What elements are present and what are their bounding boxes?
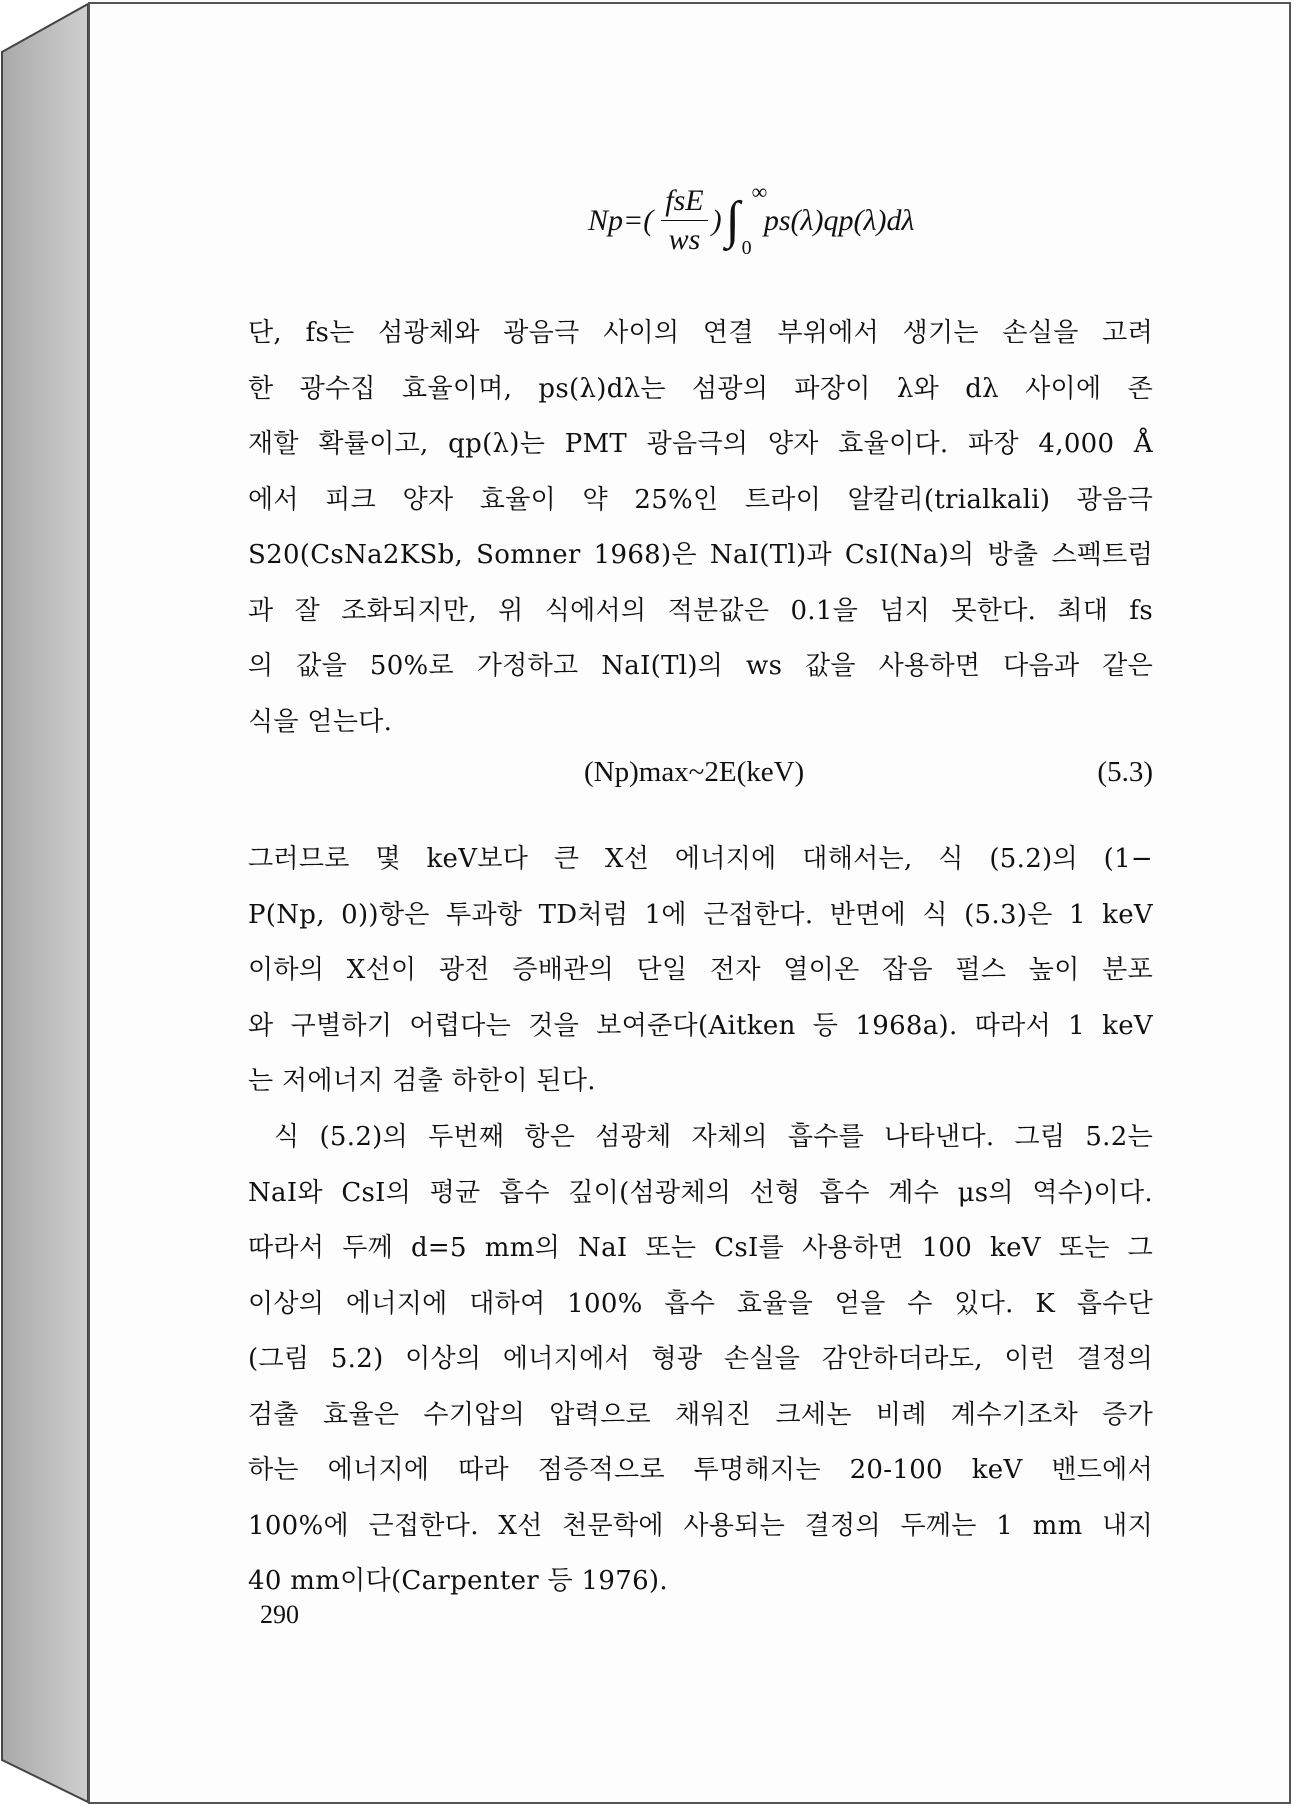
text-line: 이하의 X선이 광전 증배관의 단일 전자 열이온 잡음 펄스 높이 분포	[248, 955, 1153, 985]
eq-lhs: Np=(	[588, 203, 654, 237]
book-page	[88, 2, 1291, 1804]
text-line: 식을 얻는다.	[248, 706, 393, 737]
text-line: 식 (5.2)의 두번째 항은 섬광체 자체의 흡수를 나타낸다. 그림 5.2는	[274, 1122, 1153, 1152]
text-line: 재할 확률이고, qp(λ)는 PMT 광음극의 양자 효율이다. 파장 4,000 Å	[248, 429, 1153, 459]
text-line: 하는 에너지에 따라 점증적으로 투명해지는 20-100 keV 밴드에서	[248, 1455, 1153, 1485]
eq-close-paren: )	[711, 203, 722, 237]
integral-upper-limit: ∞	[751, 179, 768, 204]
eq-expression: (Np)max~2E(keV)	[584, 756, 805, 788]
equation-5-3	[248, 756, 1153, 796]
eq-frac-numerator: fsE	[661, 184, 707, 221]
eq-number: (5.3)	[1097, 756, 1153, 788]
page-number: 290	[260, 1600, 299, 1629]
paragraph-2	[248, 832, 1153, 1110]
text-line: 는 저에너지 검출 하한이 된다.	[248, 1066, 596, 1096]
text-line: 40 mm이다(Carpenter 등 1976).	[248, 1566, 668, 1596]
book-spine	[0, 0, 92, 1806]
equation-np	[588, 179, 915, 259]
paragraph-3	[248, 1110, 1153, 1610]
text-line: 과 잘 조화되지만, 위 식에서의 적분값은 0.1을 넘지 못한다. 최대 fs	[248, 595, 1153, 626]
text-line: 100%에 근접한다. X선 천문학에 사용되는 결정의 두께는 1 mm 내지	[248, 1510, 1153, 1541]
integral-sign: ∫ ∞ 0	[725, 179, 768, 259]
text-line: 그러므로 몇 keV보다 큰 X선 에너지에 대해서는, 식 (5.2)의 (1−	[248, 844, 1153, 874]
paragraph-1	[248, 306, 1153, 750]
text-line: (그림 5.2) 이상의 에너지에서 형광 손실을 감안하더라도, 이런 결정의	[248, 1344, 1153, 1374]
text-line: 단, fs는 섬광체와 광음극 사이의 연결 부위에서 생기는 손실을 고려	[248, 318, 1153, 348]
text-line: 따라서 두께 d=5 mm의 NaI 또는 CsI를 사용하면 100 keV 또는 그	[248, 1233, 1153, 1263]
text-line: 한 광수집 효율이며, ps(λ)dλ는 섬광의 파장이 λ와 dλ 사이에 존	[248, 373, 1153, 404]
text-line: 이상의 에너지에 대하여 100% 흡수 효율을 얻을 수 있다. K 흡수단	[248, 1288, 1153, 1319]
integral-lower-limit: 0	[741, 237, 752, 259]
text-line: 의 값을 50%로 가정하고 NaI(Tl)의 ws 값을 사용하면 다음과 같은	[248, 651, 1153, 681]
text-line: 와 구별하기 어렵다는 것을 보여준다(Aitken 등 1968a). 따라서 1 keV	[248, 1010, 1153, 1041]
text-line: P(Np, 0))항은 투과항 TD처럼 1에 근접한다. 반면에 식 (5.3)은 1 keV	[248, 899, 1153, 930]
eq-frac-denominator: ws	[668, 223, 701, 256]
text-line: 검출 효율은 수기압의 압력으로 채워진 크세논 비례 계수기조차 증가	[248, 1399, 1153, 1430]
text-line: S20(CsNa2KSb, Somner 1968)은 NaI(Tl)과 CsI(Na)의 방출 스펙트럼	[248, 540, 1153, 570]
eq-fraction	[661, 184, 707, 257]
text-line: NaI와 CsI의 평균 흡수 깊이(섬광체의 선형 흡수 계수 μs의 역수)이다.	[248, 1177, 1153, 1208]
text-line: 에서 피크 양자 효율이 약 25%인 트라이 알칼리(trialkali) 광음극	[248, 484, 1153, 515]
eq-integrand: ps(λ)qp(λ)dλ	[763, 203, 915, 237]
